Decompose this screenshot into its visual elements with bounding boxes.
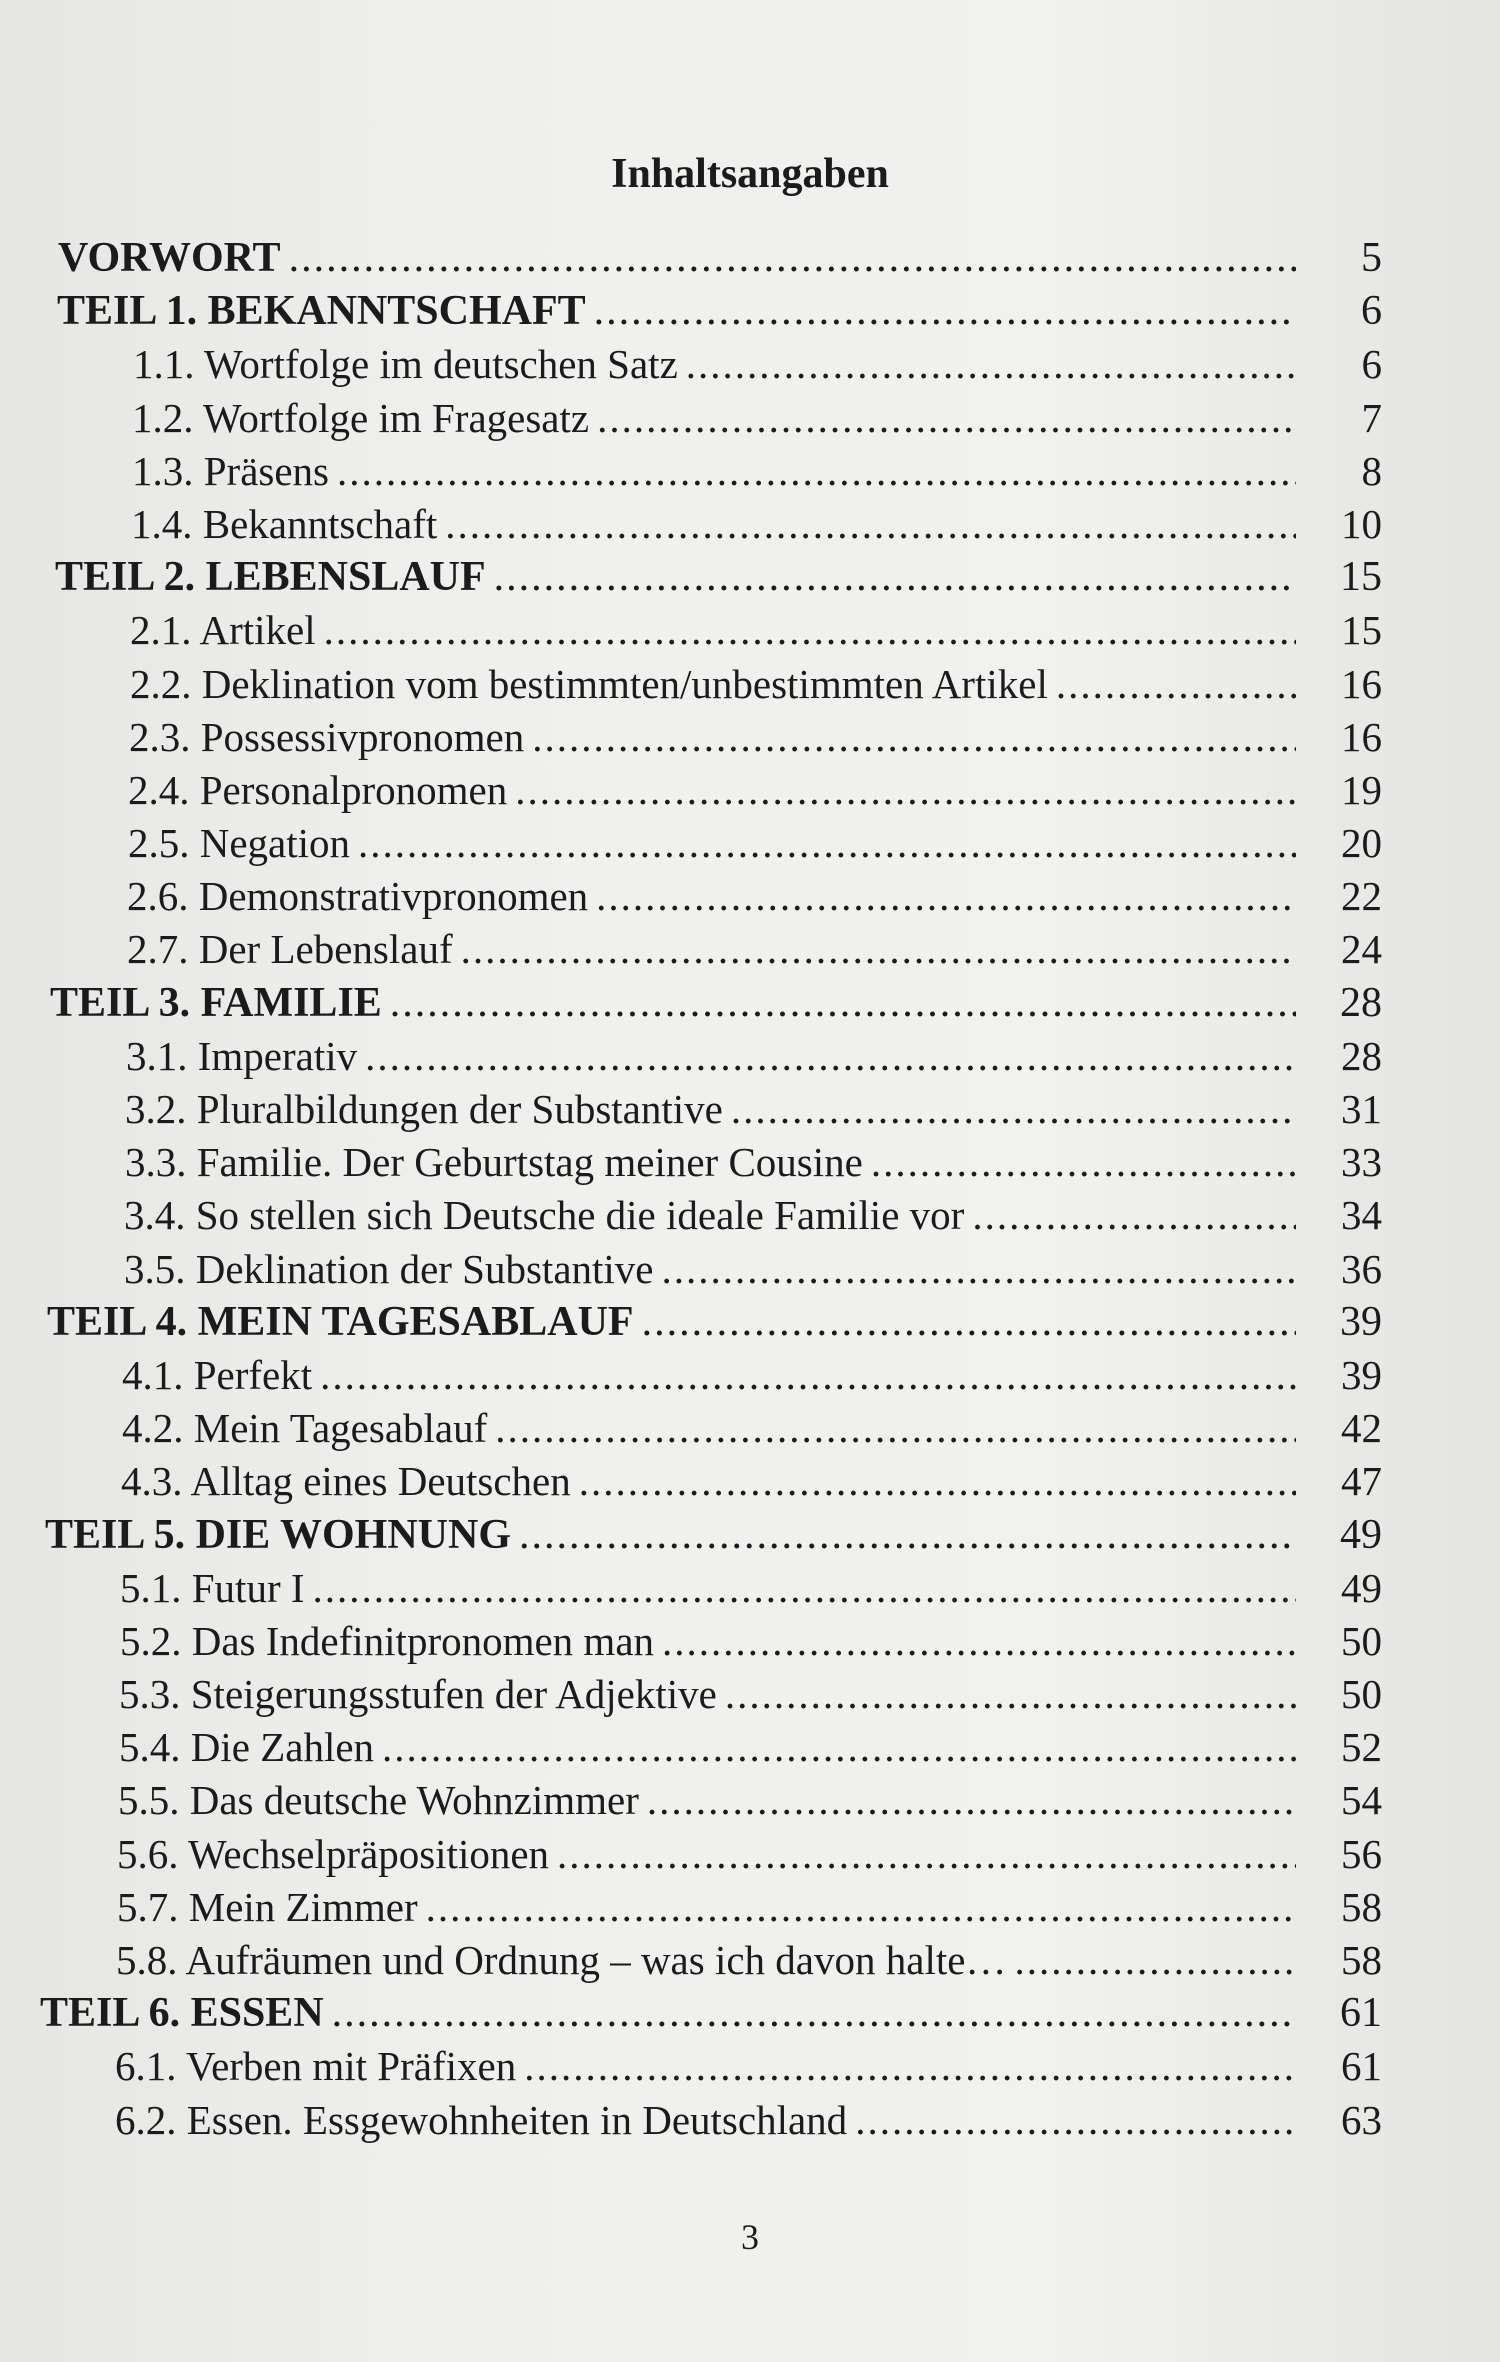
- dot-leader: [495, 1402, 1296, 1455]
- toc-section: [0, 285, 1500, 338]
- toc-entry: [0, 923, 1500, 976]
- toc-entry-label: 3.5. Deklination der Substantive: [124, 1245, 654, 1292]
- toc-entry-label: 2.2. Deklination vom bestimmten/unbestimmten Artikel: [130, 660, 1048, 707]
- toc-entry-label: 3.1. Imperativ: [126, 1032, 358, 1079]
- toc-entry-page: 49: [1340, 1511, 1382, 1558]
- dot-leader: [337, 445, 1296, 498]
- dot-leader: [1056, 658, 1296, 711]
- toc-entry: [0, 2040, 1500, 2093]
- toc-entry-label: 4.1. Perfekt: [122, 1351, 313, 1398]
- toc-entry-label: 3.2. Pluralbildungen der Substantive: [125, 1086, 723, 1132]
- toc-entry: [0, 445, 1500, 498]
- toc-entry-label: 1.3. Präsens: [132, 447, 330, 494]
- toc-entry-label: 4.2. Mein Tagesablauf: [122, 1405, 488, 1452]
- toc-entry-page: 7: [1361, 394, 1382, 441]
- toc-entry-page: 52: [1341, 1724, 1382, 1771]
- toc-entry-label: 4.3. Alltag eines Deutschen: [121, 1458, 571, 1505]
- toc-entry-page: 22: [1341, 873, 1382, 920]
- toc-entry: [0, 1828, 1500, 1881]
- toc-entry-label: 2.6. Demonstrativpronomen: [127, 873, 589, 920]
- toc-entry-page: 6: [1361, 341, 1382, 388]
- toc-entry-label: TEIL 1. BEKANNTSCHAFT: [57, 288, 586, 335]
- toc-entry-page: 20: [1341, 820, 1382, 867]
- toc-entry-label: TEIL 2. LEBENSLAUF: [55, 554, 486, 601]
- dot-leader: [332, 1987, 1296, 2040]
- toc-entry-label: 5.1. Futur I: [120, 1564, 305, 1611]
- toc-entry-label: TEIL 4. MEIN TAGESABLAUF: [47, 1298, 634, 1345]
- toc-entry-page: 39: [1341, 1351, 1382, 1398]
- toc-entry-label: TEIL 3. FAMILIE: [50, 979, 382, 1026]
- dot-leader: [642, 1296, 1296, 1349]
- toc-entry-page: 15: [1340, 554, 1382, 601]
- toc-entry: [0, 764, 1500, 817]
- toc-entry-page: 5: [1361, 235, 1382, 281]
- toc-entry: [0, 1083, 1500, 1136]
- toc-entry: [0, 604, 1500, 657]
- toc-entry-label: TEIL 5. DIE WOHNUNG: [45, 1511, 511, 1558]
- toc-entry-page: 58: [1341, 1937, 1382, 1983]
- toc-entry: [0, 2094, 1500, 2147]
- dot-leader: [532, 711, 1296, 764]
- toc-entry-label: 1.2. Wortfolge im Fragesatz: [132, 394, 590, 441]
- toc-entry-page: 50: [1341, 1671, 1382, 1718]
- toc-section: [0, 1296, 1500, 1349]
- toc-entry-page: 63: [1341, 2096, 1382, 2143]
- toc-entry-label: 2.1. Artikel: [130, 607, 316, 654]
- dot-leader: [594, 285, 1296, 338]
- toc-entry-page: 16: [1341, 660, 1382, 707]
- toc-entry: [0, 1189, 1500, 1242]
- toc-entry-label: VORWORT: [58, 235, 281, 281]
- dot-leader: [731, 1083, 1296, 1136]
- toc-section: [0, 551, 1500, 604]
- dot-leader: [358, 817, 1296, 870]
- dot-leader: [426, 1881, 1296, 1934]
- toc-entry: [0, 658, 1500, 711]
- toc-entry-page: 58: [1341, 1883, 1382, 1930]
- toc-entry-label: 1.1. Wortfolge im deutschen Satz: [133, 341, 678, 388]
- toc-section: [0, 1509, 1500, 1562]
- dot-leader: [461, 923, 1296, 976]
- dot-leader: [494, 551, 1296, 604]
- dot-leader: [596, 870, 1296, 923]
- toc-entry: [0, 1668, 1500, 1721]
- toc-section: [0, 1987, 1500, 2040]
- toc-entry-label: 1.4. Bekanntschaft: [131, 500, 438, 547]
- toc-entry-label: 5.2. Das Indefinitpronomen man: [120, 1617, 655, 1664]
- toc-entry-label: 5.4. Die Zahlen: [119, 1724, 375, 1771]
- dot-leader: [972, 1189, 1296, 1242]
- toc-entry-page: 8: [1361, 447, 1382, 494]
- page-number: 3: [741, 2217, 759, 2257]
- toc-entry-page: 19: [1341, 766, 1382, 813]
- toc-entry-page: 49: [1341, 1564, 1382, 1611]
- dot-leader: [515, 764, 1296, 817]
- toc-entry: [0, 1136, 1500, 1189]
- toc-entry-label: 2.5. Negation: [128, 820, 351, 867]
- toc-entry-page: 61: [1341, 2043, 1382, 2090]
- toc-entry-page: 31: [1341, 1086, 1382, 1132]
- toc-entry-label: 2.3. Possessivpronomen: [129, 713, 525, 760]
- toc-entry: [0, 1030, 1500, 1083]
- toc-section: [0, 977, 1500, 1030]
- toc-entry-page: 39: [1340, 1298, 1382, 1345]
- toc-entry-label: 5.6. Wechselpräpositionen: [117, 1830, 550, 1877]
- dot-leader: [519, 1509, 1296, 1562]
- toc-entry-label: 3.4. So stellen sich Deutsche die ideale Familie vor: [124, 1192, 965, 1239]
- dot-leader: [871, 1136, 1296, 1189]
- toc-entry: [0, 817, 1500, 870]
- toc-entry-label: 5.5. Das deutsche Wohnzimmer: [118, 1777, 639, 1824]
- toc-entry-page: 42: [1341, 1405, 1382, 1452]
- toc-entry-page: 47: [1341, 1458, 1382, 1505]
- toc-entry: [0, 711, 1500, 764]
- table-of-contents: [0, 232, 1500, 2147]
- toc-entry-page: 36: [1341, 1245, 1382, 1292]
- toc-entry-page: 50: [1341, 1617, 1382, 1664]
- dot-leader: [382, 1721, 1296, 1774]
- toc-entry: [0, 338, 1500, 391]
- toc-entry: [0, 1402, 1500, 1455]
- toc-entry-label: 5.7. Mein Zimmer: [117, 1883, 418, 1930]
- toc-entry: [0, 1455, 1500, 1508]
- toc-entry: [0, 1881, 1500, 1934]
- dot-leader: [313, 1562, 1297, 1615]
- dot-leader: [662, 1615, 1296, 1668]
- toc-entry-page: 61: [1340, 1990, 1382, 2037]
- toc-entry-page: 15: [1341, 607, 1382, 654]
- toc-entry-page: 34: [1341, 1192, 1382, 1239]
- toc-entry-page: 33: [1341, 1139, 1382, 1186]
- toc-entry-label: 5.8. Aufräumen und Ordnung – was ich davon halte…: [116, 1937, 1007, 1983]
- dot-leader: [557, 1828, 1296, 1881]
- toc-entry-page: 54: [1341, 1777, 1382, 1824]
- toc-entry-page: 28: [1340, 979, 1382, 1026]
- dot-leader: [662, 1243, 1297, 1296]
- toc-entry-page: 24: [1341, 926, 1382, 973]
- dot-leader: [365, 1030, 1296, 1083]
- toc-entry-label: 6.1. Verben mit Präfixen: [115, 2043, 517, 2090]
- toc-entry: [0, 1349, 1500, 1402]
- toc-entry: [0, 870, 1500, 923]
- toc-entry-page: 28: [1341, 1032, 1382, 1079]
- toc-entry-label: 2.7. Der Lebenslauf: [127, 926, 453, 973]
- dot-leader: [855, 2094, 1296, 2147]
- dot-leader: [647, 1774, 1296, 1827]
- toc-entry: [0, 498, 1500, 551]
- dot-leader: [390, 977, 1296, 1030]
- dot-leader: [445, 498, 1296, 551]
- dot-leader: [579, 1455, 1296, 1508]
- toc-entry: [0, 1243, 1500, 1296]
- toc-entry-label: 2.4. Personalpronomen: [128, 766, 508, 813]
- dot-leader: [320, 1349, 1296, 1402]
- dot-leader: [725, 1668, 1296, 1721]
- toc-entry: [0, 1721, 1500, 1774]
- toc-entry-label: 3.3. Familie. Der Geburtstag meiner Cousine: [125, 1139, 863, 1186]
- toc-entry-page: 10: [1341, 500, 1382, 547]
- page-title: Inhaltsangaben: [611, 151, 889, 197]
- dot-leader: [686, 338, 1296, 391]
- dot-leader: [324, 604, 1296, 657]
- dot-leader: [1014, 1934, 1296, 1987]
- toc-entry-page: 6: [1361, 288, 1382, 335]
- toc-entry: [0, 1934, 1500, 1987]
- toc-entry: [0, 1774, 1500, 1827]
- dot-leader: [524, 2040, 1296, 2093]
- toc-entry: [0, 1615, 1500, 1668]
- toc-entry: [0, 1562, 1500, 1615]
- toc-entry-label: 6.2. Essen. Essgewohnheiten in Deutschland: [115, 2096, 848, 2143]
- toc-entry-label: TEIL 6. ESSEN: [40, 1990, 324, 2037]
- toc-entry-label: 5.3. Steigerungsstufen der Adjektive: [119, 1671, 717, 1718]
- toc-entry-page: 56: [1341, 1830, 1382, 1877]
- toc-section: [0, 232, 1500, 285]
- toc-entry: [0, 392, 1500, 445]
- dot-leader: [597, 392, 1296, 445]
- dot-leader: [289, 232, 1296, 285]
- toc-entry-page: 16: [1341, 713, 1382, 760]
